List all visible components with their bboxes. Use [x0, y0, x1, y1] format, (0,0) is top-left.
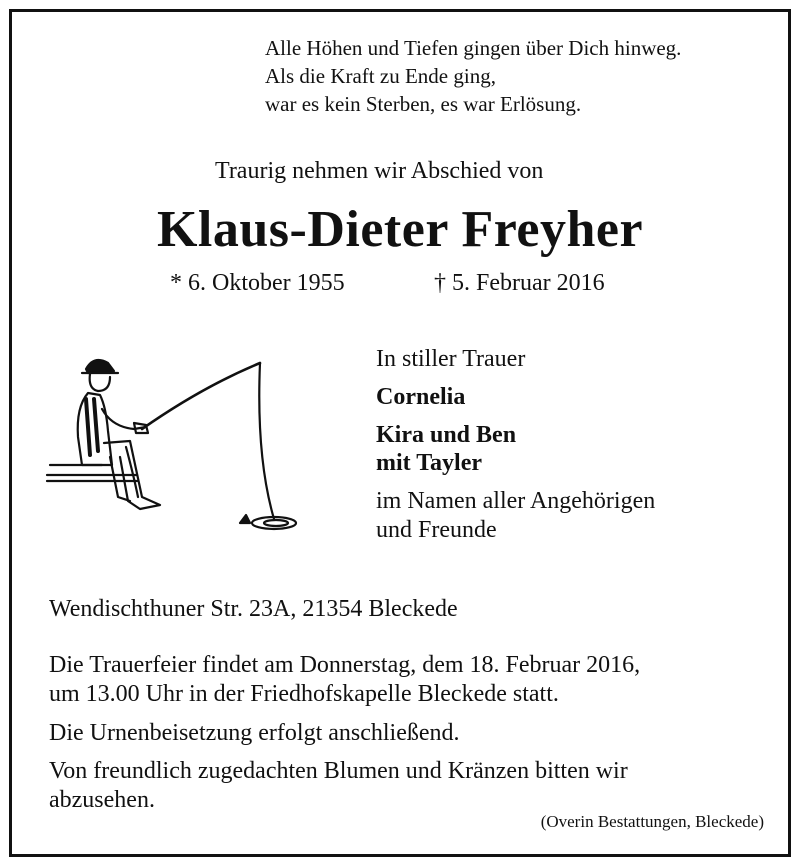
fisherman-drawing-icon	[42, 347, 302, 537]
motto-line: Alle Höhen und Tiefen gingen über Dich hinweg.	[265, 36, 682, 60]
mourner-name: Kira und Ben	[376, 422, 517, 448]
mourners-footer: im Namen aller Angehörigen	[376, 488, 656, 514]
mourning-heading: In stiller Trauer	[376, 346, 526, 372]
birth-date: * 6. Oktober 1955	[170, 270, 345, 296]
mourner-name: Cornelia	[376, 384, 466, 410]
motto-line: Als die Kraft zu Ende ging,	[265, 64, 496, 88]
mourner-name: mit Tayler	[376, 450, 482, 476]
motto-line: war es kein Sterben, es war Erlösung.	[265, 92, 582, 116]
flowers-line: Von freundlich zugedachten Blumen und Kränzen bitten wir	[49, 758, 628, 784]
obituary-frame	[9, 9, 791, 857]
deceased-name: Klaus-Dieter Freyher	[156, 201, 644, 258]
service-line: um 13.00 Uhr in der Friedhofskapelle Bleckede statt.	[49, 681, 559, 707]
service-info	[49, 651, 640, 709]
flowers-note	[49, 757, 628, 815]
funeral-home-credit: (Overin Bestattungen, Bleckede)	[540, 812, 764, 831]
burial-info: Die Urnenbeisetzung erfolgt anschließend.	[49, 720, 460, 746]
intro-text: Traurig nehmen wir Abschied von	[215, 158, 544, 184]
address: Wendischthuner Str. 23A, 21354 Bleckede	[49, 596, 458, 622]
death-date: † 5. Februar 2016	[434, 270, 605, 296]
mourners-footer: und Freunde	[376, 517, 497, 543]
service-line: Die Trauerfeier findet am Donnerstag, dem 18. Februar 2016,	[49, 652, 641, 678]
flowers-line: abzusehen.	[49, 787, 155, 813]
motto-poem	[265, 34, 681, 118]
